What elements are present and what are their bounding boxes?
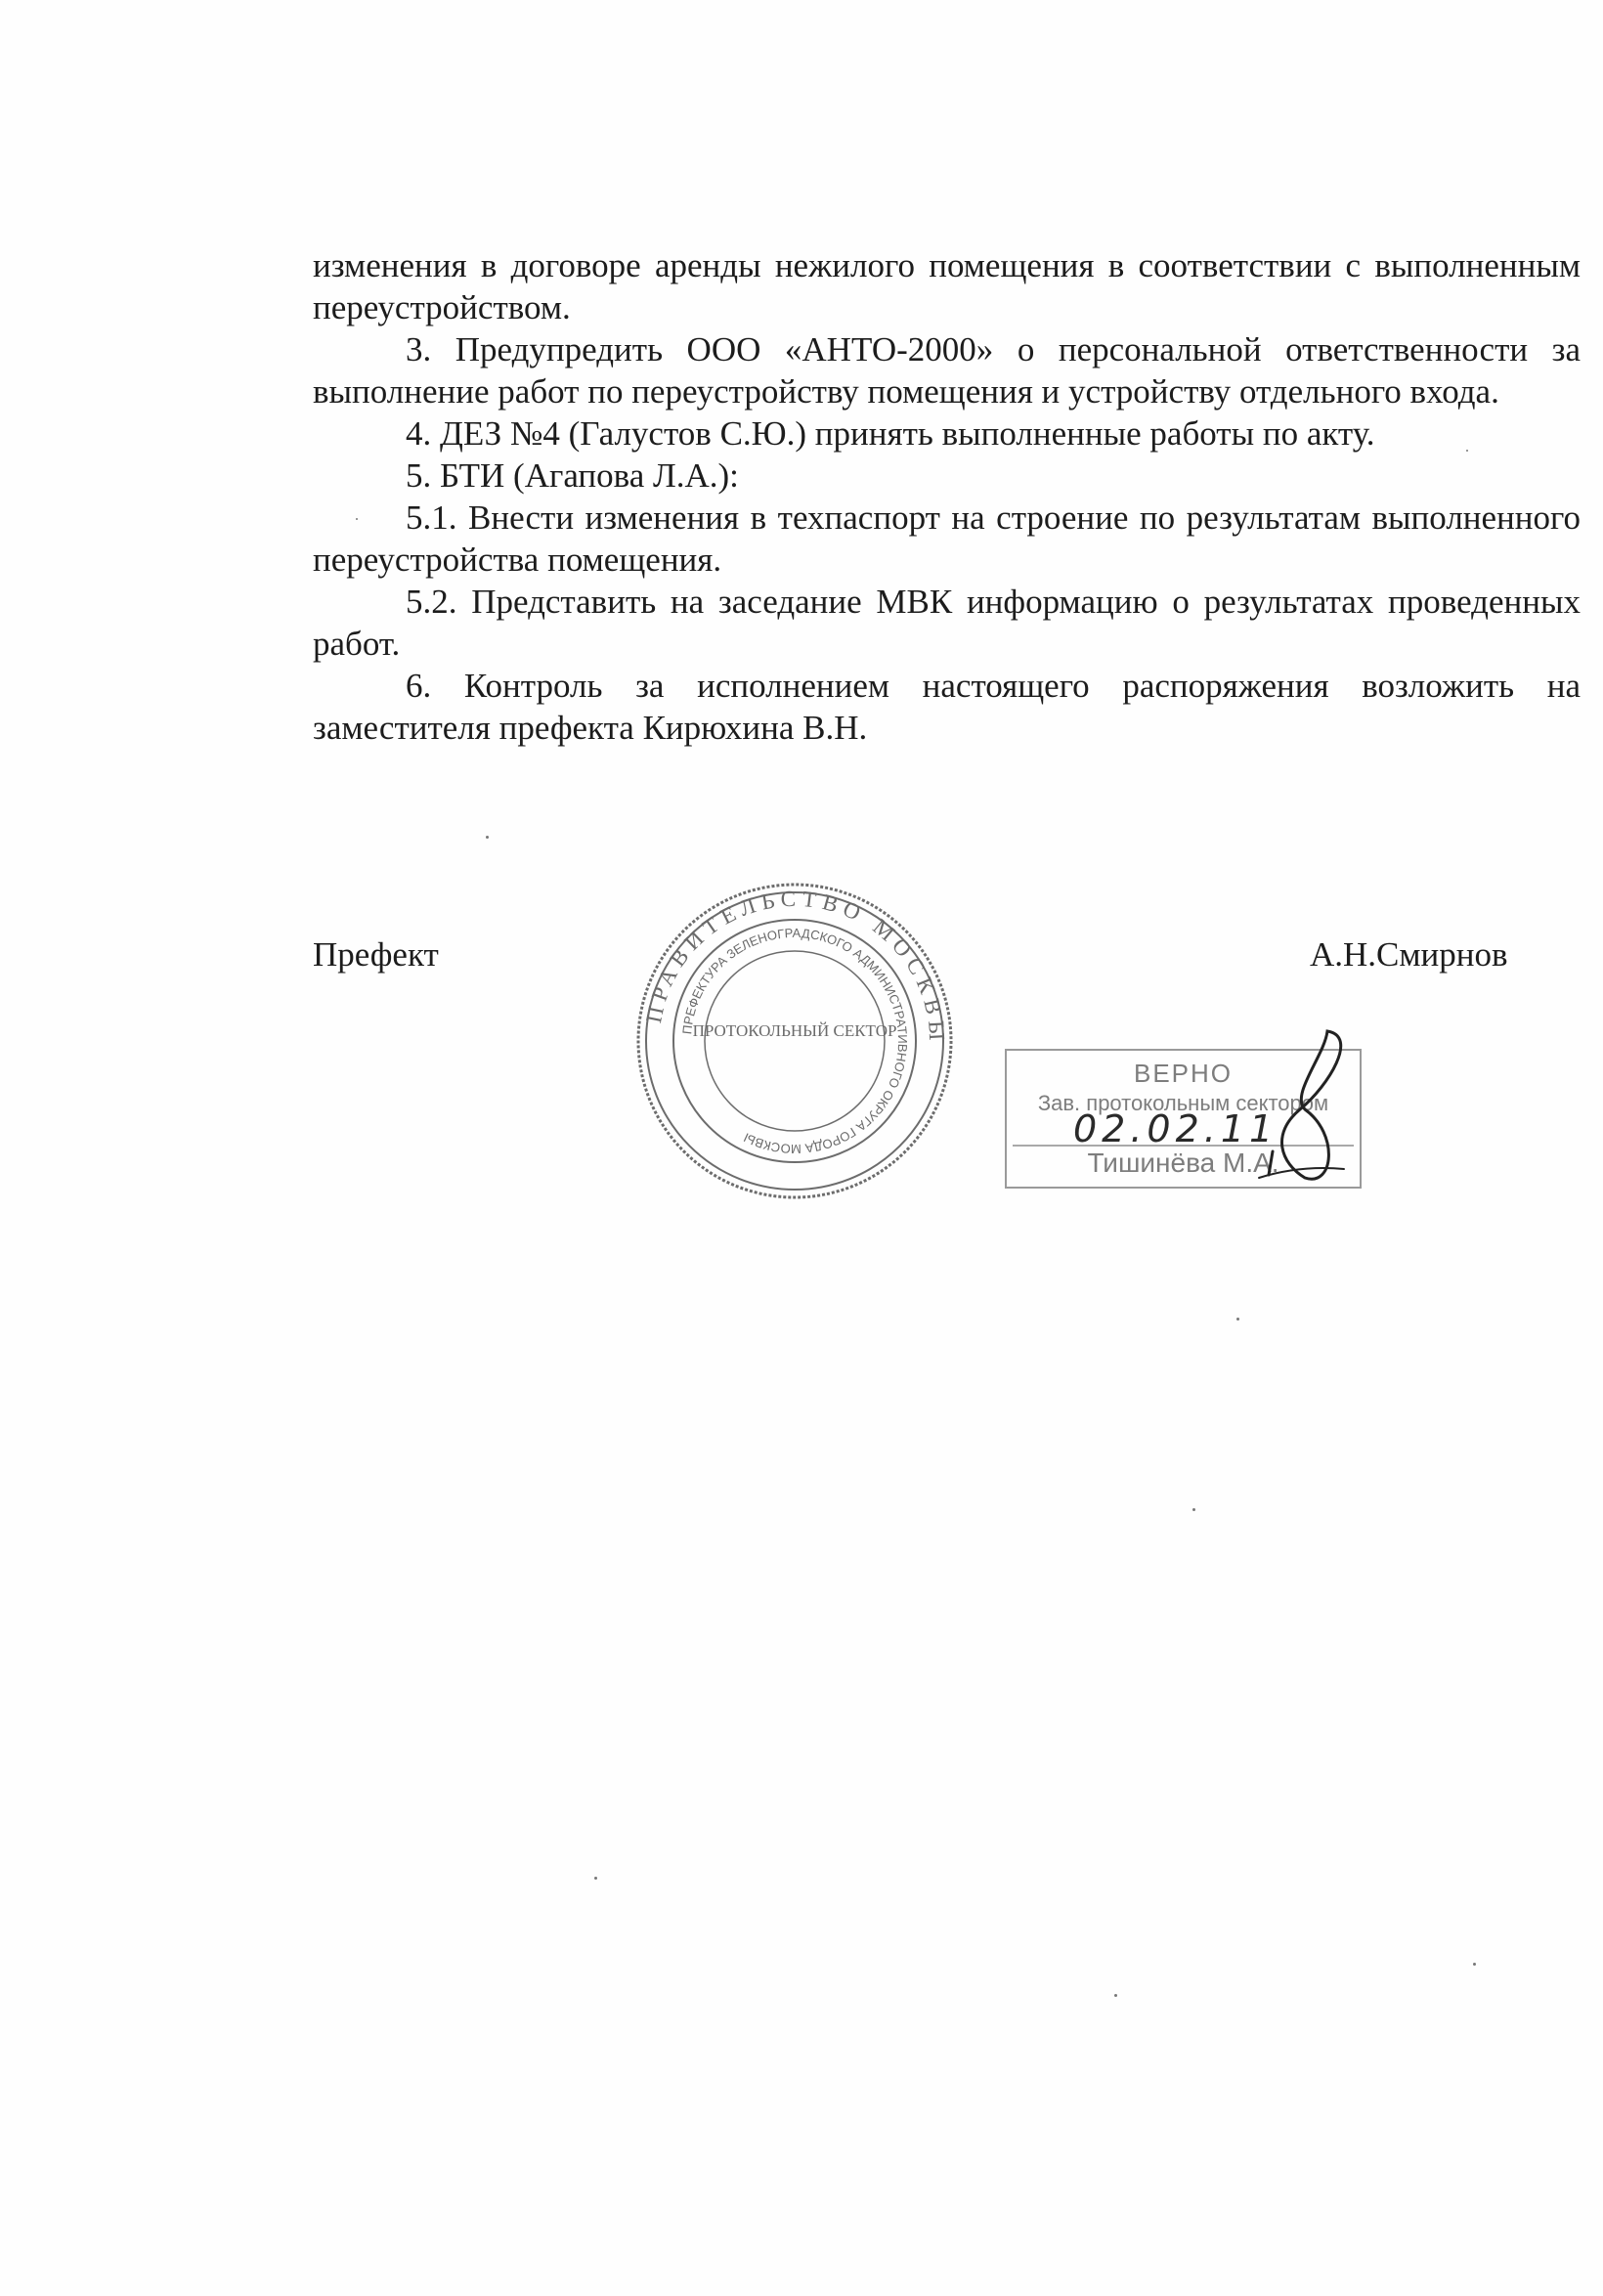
order-body bbox=[313, 244, 1581, 749]
scan-speck bbox=[594, 1877, 597, 1880]
svg-text:ПРЕФЕКТУРА ЗЕЛЕНОГРАДСКОГО АДМ bbox=[679, 926, 910, 1156]
paragraph-item-5: 5. БТИ (Агапова Л.А.): bbox=[406, 456, 739, 495]
scan-speck bbox=[1473, 1963, 1476, 1966]
paragraph-item-3: 3. Предупредить ООО «АНТО-2000» о персональной ответственности за выполнение работ по переустройству помещения и устройству отдельного входа. bbox=[313, 330, 1581, 411]
seal-outer-text: ПРАВИТЕЛЬСТВО МОСКВЫ bbox=[641, 886, 950, 1047]
seal-center-text: ПРОТОКОЛЬНЫЙ СЕКТОР bbox=[692, 1021, 897, 1040]
scan-speck bbox=[1114, 1994, 1117, 1997]
scan-speck bbox=[1466, 450, 1468, 452]
stamp-position: Зав. протокольным сектором bbox=[1037, 1091, 1329, 1115]
paragraph-item-6: 6. Контроль за исполнением настоящего распоряжения возложить на заместителя префекта Кирюхина В.Н. bbox=[313, 667, 1581, 747]
seal-inner-text: ПРЕФЕКТУРА ЗЕЛЕНОГРАДСКОГО АДМИНИСТРАТИВНОГО ОКРУГА ГОРОДА МОСКВЫ bbox=[679, 925, 911, 1157]
scan-speck bbox=[1192, 1508, 1195, 1511]
paragraph-item-5-2: 5.2. Представить на заседание МВК информацию о результатах проведенных работ. bbox=[313, 583, 1581, 663]
paragraph-item-4: 4. ДЕЗ №4 (Галустов С.Ю.) принять выполненные работы по акту. bbox=[406, 414, 1375, 453]
stamp-title: ВЕРНО bbox=[1133, 1059, 1234, 1088]
signatory-name: А.Н.Смирнов bbox=[1310, 935, 1508, 974]
paragraph-item-5-1: 5.1. Внести изменения в техпаспорт на строение по результатам выполненного переустройства помещения. bbox=[313, 498, 1581, 579]
stamp-name: Тишинёва М.А. bbox=[1087, 1148, 1279, 1178]
scan-speck bbox=[1236, 1318, 1239, 1321]
scan-speck bbox=[486, 836, 489, 839]
handwritten-signature bbox=[1212, 1017, 1359, 1192]
scan-speck bbox=[356, 518, 358, 520]
official-seal bbox=[633, 880, 956, 1202]
paragraph-continuation: изменения в договоре аренды нежилого помещения в соответствии с выполненным переустройством. bbox=[313, 246, 1581, 326]
signatory-position: Префект bbox=[313, 935, 439, 974]
stamp-handwritten-date: 02.02.11 bbox=[1073, 1107, 1278, 1150]
